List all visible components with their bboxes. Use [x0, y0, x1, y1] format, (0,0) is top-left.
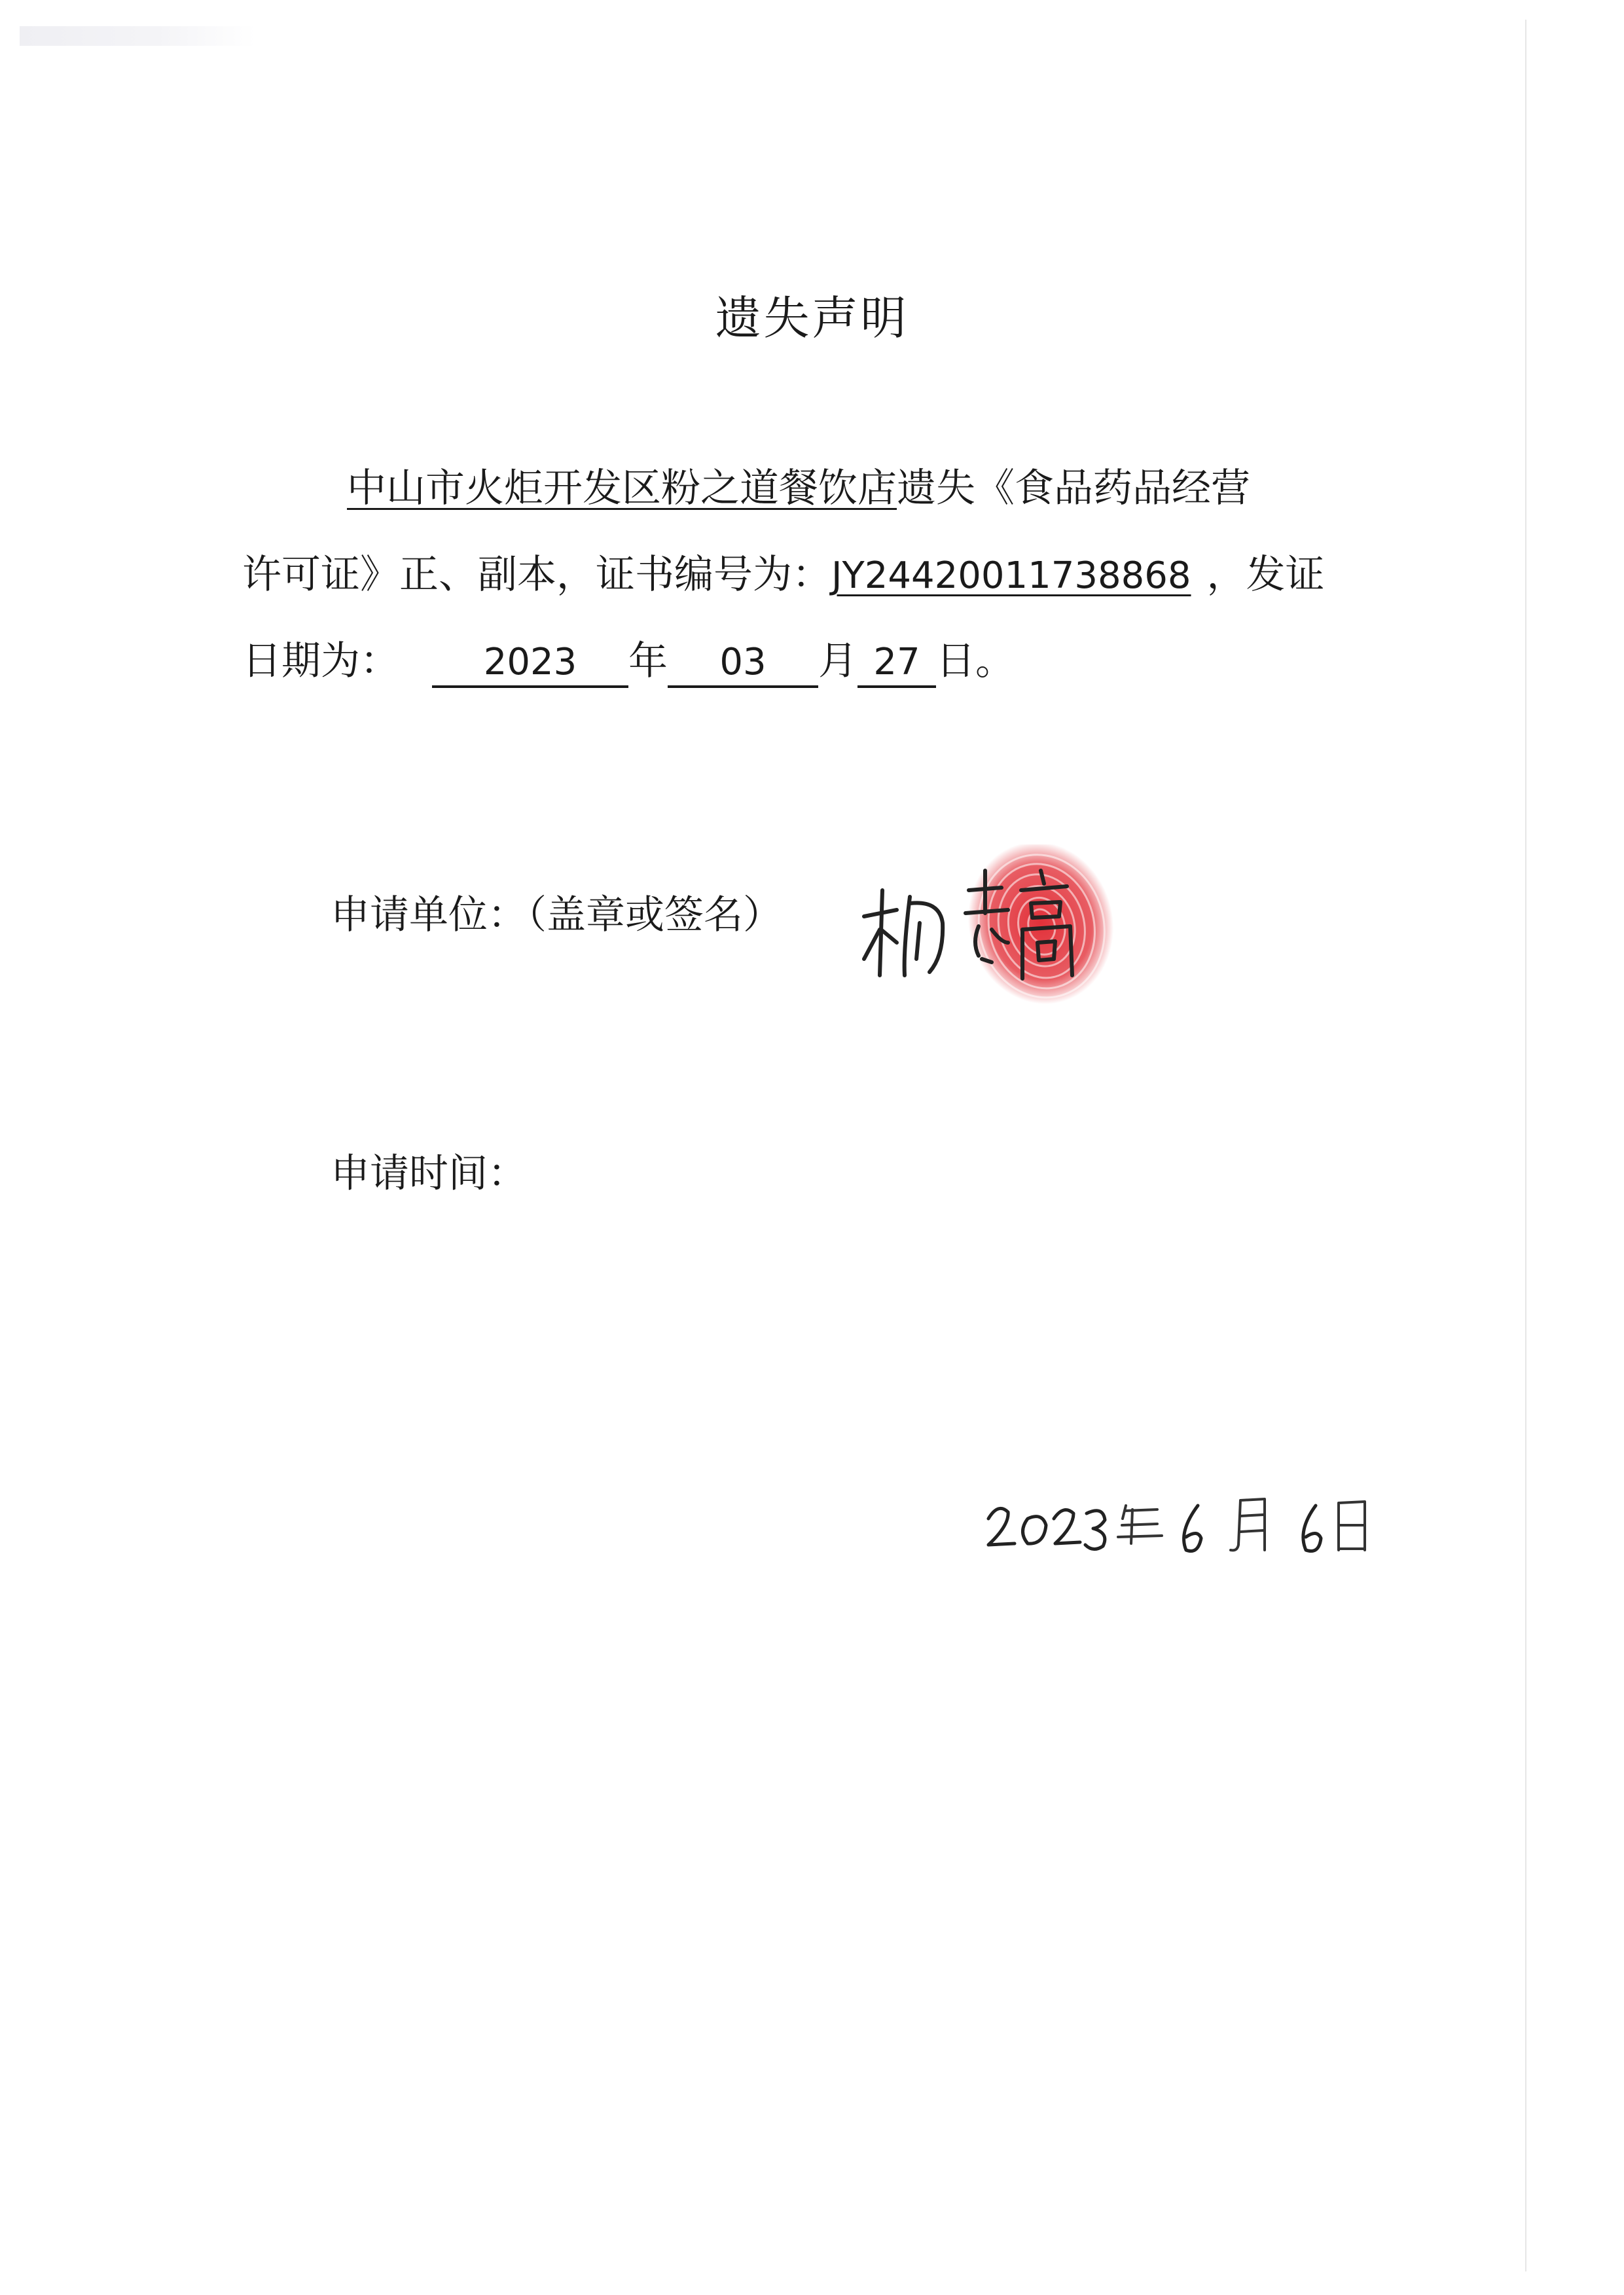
- applicant-label: 申请单位：（盖章或签名）: [331, 892, 782, 938]
- issue-day: 27: [857, 640, 936, 688]
- certificate-number: JY24420011738868: [831, 554, 1191, 597]
- document-title: 遗失声明: [715, 291, 909, 345]
- body-line-2: [242, 532, 1381, 619]
- month-char: 月: [818, 638, 857, 684]
- body-line-3: [242, 618, 1381, 704]
- signature-with-fingerprint: [851, 844, 1126, 1015]
- body-line-1: [347, 445, 1486, 532]
- handwritten-sign-date: [982, 1473, 1375, 1564]
- apply-time-label: 申请时间：: [331, 1151, 527, 1197]
- company-name: 中山市火炬开发区粉之道餐饮店: [347, 465, 897, 511]
- scan-smudge: [20, 26, 255, 46]
- year-char: 年: [628, 638, 668, 684]
- issue-text: ，发证: [1206, 552, 1325, 598]
- license-text: 许可证》正、副本，证书编号为：: [242, 552, 831, 598]
- issue-date-label: 日期为：: [242, 638, 399, 684]
- day-char: 日。: [936, 638, 1015, 684]
- page-edge: [1525, 20, 1526, 2271]
- issue-month: 03: [668, 640, 818, 688]
- lost-text: 遗失《食品药品经营: [897, 465, 1250, 511]
- issue-year: 2023: [432, 640, 628, 688]
